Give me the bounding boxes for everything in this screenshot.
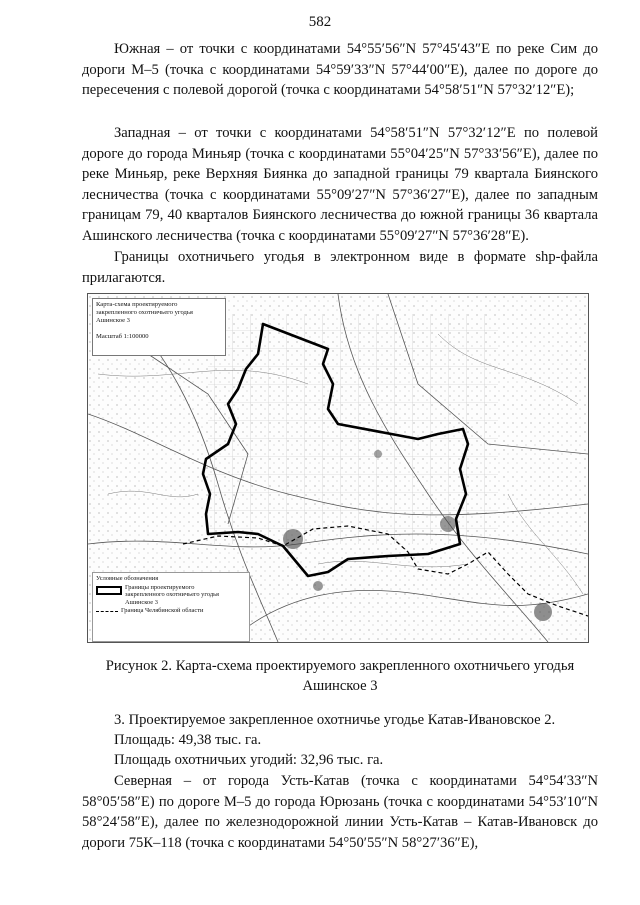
hunting-area-map [87,293,589,643]
item-area: Площадь: 49,38 тыс. га. [114,732,262,748]
map-legend [92,572,250,642]
legend-title: Условные обозначения [96,575,159,582]
legend-item-region [96,607,246,615]
page-number: 582 [308,14,332,30]
map-title-line-3: Ашинское 3 [96,317,130,324]
south-boundary-text: Южная – от точки с координатами 54°55′56″N 57°45′43″E по реке Сим до дороги М–5 (точка с координатами 54°59′33″N 57°44′00″E), далее по дороге до пересечения с полевой дорогой (точка с координатами 54°58′51″N 57°32′12″E); [82,41,598,99]
legend-region-label: Граница Челябинской области [121,607,204,615]
figure-caption-line-2: Ашинское 3 [302,678,378,694]
legend-boundary-label-3: Ашинское 3 [125,598,158,606]
item-heading: 3. Проектируемое закрепленное охотничье угодье Катав-Ивановское 2. [114,712,556,728]
item-hunting-area: Площадь охотничьих угодий: 32,96 тыс. га. [114,752,384,768]
legend-boundary-label-1: Границы проектируемого [125,583,195,591]
north-boundary-text: Северная – от города Усть-Катав (точка с координатами 54°54′33″N 58°05′58″E) по дороге М–5 до города Юрюзань (точка с координатами 54°53′10″N 58°24′58″E), далее по железнодорожной линии Усть-Катав – Катав-Ивановск до дороги 75К–118 (точка с координатами 54°50′55″N 58°27′36″E), [82,773,598,851]
map-title-box [92,298,226,356]
boundary-swatch-icon [96,586,122,595]
map-scale: Масштаб 1:100000 [96,333,149,340]
region-border-swatch-icon [96,611,118,612]
shp-note-text: Границы охотничьего угодья в электронном виде в формате shp-файла прилагаются. [82,249,598,286]
west-boundary-text: Западная – от точки с координатами 54°58′51″N 57°32′12″E по полевой дороге до города Миньяр (точка с координатами 55°04′25″N 57°33′56″E), далее по реке Миньяр, реке Верхняя Биянка до западной границы 79 квартала Биянского лесничества (точка с координатами 55°09′27″N 57°36′27″E), далее по западным границам 79, 40 кварталов Биянского лесничества до южной границы 36 квартала Ашинского лесничества (точка с координатами 55°09′27″N 57°36′28″E). [82,125,598,244]
legend-item-boundary [96,584,246,607]
figure-caption-line-1: Рисунок 2. Карта-схема проектируемого закрепленного охотничьего угодья [105,658,575,674]
map-title-line-1: Карта-схема проектируемого [96,301,178,308]
map-title-line-2: закрепленного охотничьего угодья [96,309,193,316]
legend-boundary-label-2: закрепленного охотничьего угодья [125,591,219,599]
